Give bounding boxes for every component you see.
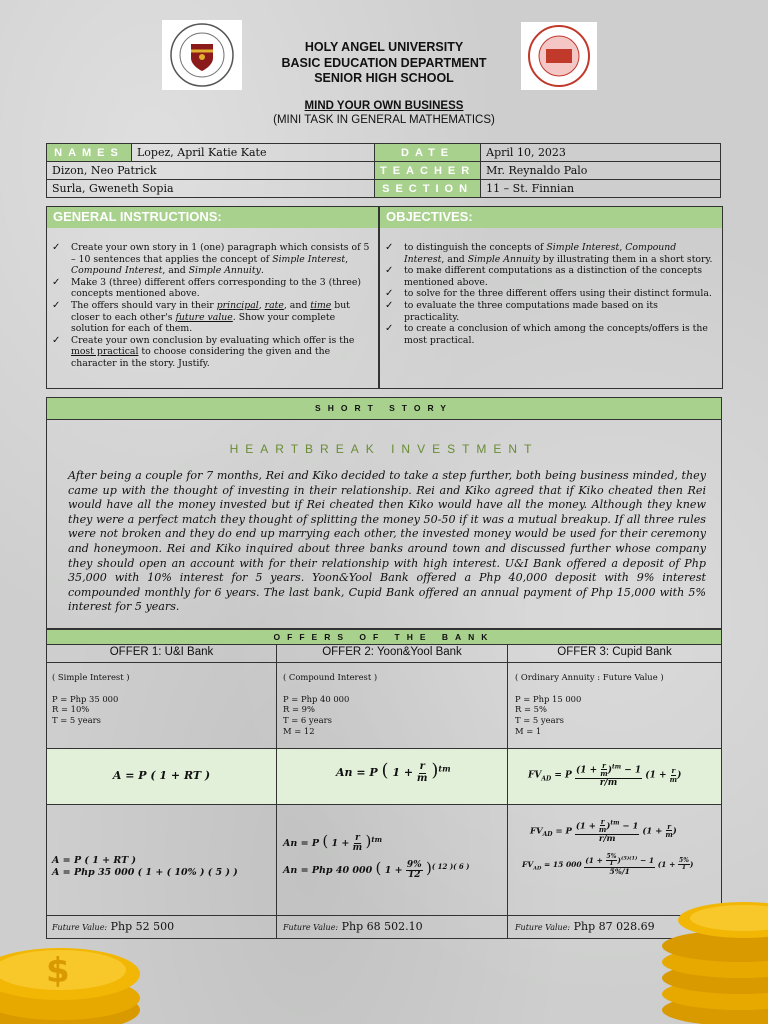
offer-1-type: ( Simple Interest ) — [52, 672, 130, 682]
offer-3-fv-value: Php 87 028.69 — [573, 920, 655, 933]
offer-2-given: M = 12 — [283, 725, 315, 736]
fv-label: Future Value: — [283, 923, 339, 932]
school-name: SENIOR HIGH SCHOOL — [314, 71, 454, 85]
coin-stack-right-icon — [660, 898, 768, 1024]
offer-1-given: R = 10% — [52, 704, 90, 715]
objectives-list — [380, 242, 722, 346]
offer-1-solution-line: A = P ( 1 + RT ) — [52, 855, 136, 866]
offer-3-title: OFFER 3: Cupid Bank — [557, 646, 672, 658]
student-info-table — [46, 143, 721, 198]
offer-2-solution-line: An = Php 40 000 — [283, 865, 373, 877]
objective-item: ✓ to distinguish the concepts of Simple Interest, Compound Interest, and Simple Annuity by illustrating them in a short story. — [380, 242, 714, 265]
coin-stack-left-icon — [0, 940, 150, 1024]
instructions-list — [47, 242, 378, 370]
offer-3-givens — [515, 672, 664, 737]
offer-1-given: P = Php 35 000 — [52, 693, 119, 704]
offers-bar: OFFERS OF THE BANK — [46, 629, 722, 645]
objective-item: ✓ to create a conclusion of which among the concepts/offers is the most practical. — [380, 323, 714, 346]
offer-2-formula: An = P ( 1 + $\frac{r}{m}$ )$^{tm}$ — [336, 760, 451, 784]
section-value: 11 – St. Finnian — [481, 180, 721, 198]
instructions-panel — [46, 206, 379, 389]
offer-2-given: P = Php 40 000 — [283, 693, 350, 704]
offer-1-solution-line: A = Php 35 000 ( 1 + ( 10% ) ( 5 ) ) — [52, 866, 238, 878]
offer-1-given: T = 5 years — [52, 715, 101, 726]
offer-2-fv-value: Php 68 502.10 — [341, 920, 423, 933]
offer-1-title: OFFER 1: U&I Bank — [109, 646, 214, 658]
offer-2-given: T = 6 years — [283, 715, 332, 726]
student-name-3: Surla, Gweneth Sopia — [47, 180, 375, 198]
objectives-panel — [379, 206, 723, 389]
story-body: After being a couple for 7 months, Rei and Kiko decided to take a step further, both being business minded, they came up with the thought of investing in their relationship. Rei and Kiko agreed that if Kiko cheated then Rei would have all the money invested but if Rei cheated then Kiko would have all the money. Although they knew they were a perfect match they thought of splitting the money 50-50 if it was a mutual breakup. If all three rules were not broken and they do end up marrying each other, the invested money would be used for their ceremony and honeymoon. Rei and Kiko inquired about three banks around town and discussed further whose company they should open an account with for their relationship with high interest. U&I Bank offered a deposit of Php 35,000 with 10% interest for 5 years. Yoon&Yool Bank offered a Php 40,000 deposit with 9% interest compounded monthly for 6 years. The last bank, Cupid Bank offered an annual payment of Php 15,000 with 5% interest for 5 years. — [68, 469, 706, 614]
teacher-label: TEACHER — [375, 162, 481, 180]
date-label: DATE — [375, 144, 481, 162]
offer-1-givens — [52, 672, 130, 726]
student-name-1: Lopez, April Katie Kate — [132, 144, 375, 162]
offer-3-formula-lhs: FV — [528, 770, 542, 781]
offer-2-given: R = 9% — [283, 704, 315, 715]
student-name-2: Dizon, Neo Patrick — [47, 162, 375, 180]
offer-3-type: ( Ordinary Annuity : Future Value ) — [515, 672, 664, 682]
objectives-heading: OBJECTIVES: — [380, 207, 722, 228]
objective-item: ✓ to solve for the three different offers using their distinct formula. — [380, 288, 714, 300]
instruction-item: ✓ Create your own conclusion by evaluating which offer is the most practical to choose considering the given and the character in the story. Justify. — [47, 335, 370, 370]
offer-2-future-value — [283, 920, 423, 933]
section-label: SECTION — [375, 180, 481, 198]
offer-1-formula: A = P ( 1 + RT ) — [112, 769, 211, 782]
names-label: NAMES — [47, 144, 132, 162]
offer-3-given: R = 5% — [515, 704, 547, 715]
instruction-item: ✓ Create your own story in 1 (one) paragraph which consists of 5 – 10 sentences that applies the concept of Simple Interest, Compound Interest, and Simple Annuity. — [47, 242, 370, 277]
task-title: MIND YOUR OWN BUSINESS — [304, 100, 464, 112]
offer-3-given: P = Php 15 000 — [515, 693, 582, 704]
objective-item: ✓ to make different computations as a distinction of the concepts mentioned above. — [380, 265, 714, 288]
instruction-item: ✓ Make 3 (three) different offers corresponding to the 3 (three) concepts mentioned above. — [47, 277, 370, 300]
offer-3-given: M = 1 — [515, 725, 542, 736]
department-name: BASIC EDUCATION DEPARTMENT — [281, 55, 487, 70]
offer-1-future-value — [52, 920, 174, 933]
offer-3-solution-lhs: FV — [530, 826, 543, 837]
offer-2-solution: An = P ( 1 + $\frac{r}{m}$ )$^{tm}$ An = Php 40 000 ( 1 + $\frac{9\%}{12}$ )$^{( 12 )( 6 )}$ — [283, 832, 470, 881]
fv-label: Future Value: — [52, 923, 108, 932]
short-story-bar: SHORT STORY — [46, 397, 722, 420]
offer-1-fv-value: Php 52 500 — [110, 920, 175, 933]
university-name: HOLY ANGEL UNIVERSITY — [304, 40, 464, 54]
offer-2-givens — [283, 672, 377, 737]
offer-3-solution: $FV_{AD} = P$ (1 + $\frac{r}{m}$ )$^{tm}$ − 1 r/m (1 + $\frac{r}{m}$ ) $FV_{AD} = 15$ 000 (1 + $\frac{5\%}{1}$ )$^{(5)(1)}$ − 1 5%/1 (1 + $\frac{5\%}{1}$ ) — [522, 817, 694, 877]
offer-3-solution-value: = 15 000 — [544, 859, 582, 869]
svg-text:$: $ — [46, 951, 70, 991]
offer-3-future-value — [515, 920, 655, 933]
offer-3-formula: $FV_{AD} = P$ (1 + $\frac{r}{m}$ )$^{tm}$ − 1 r/m (1 + $\frac{r}{m}$ ) — [528, 761, 682, 788]
offer-2-solution-line: An = P — [283, 838, 319, 849]
story-title: HEARTBREAK INVESTMENT — [229, 442, 539, 456]
offer-2-title: OFFER 2: Yoon&Yool Bank — [322, 646, 462, 658]
instruction-item: ✓ The offers should vary in their principal, rate, and time but closer to each other's future value. Show your complete solution for each of them. — [47, 300, 370, 335]
fv-label: Future Value: — [515, 923, 571, 932]
instructions-heading: GENERAL INSTRUCTIONS: — [47, 207, 378, 228]
offer-2-formula-lhs: An = P — [336, 766, 378, 779]
offer-3-given: T = 5 years — [515, 715, 564, 726]
task-subtitle: (MINI TASK IN GENERAL MATHEMATICS) — [273, 114, 495, 126]
objective-item: ✓ to evaluate the three computations made based on its practicality. — [380, 300, 714, 323]
offer-2-type: ( Compound Interest ) — [283, 672, 378, 682]
teacher-value: Mr. Reynaldo Palo — [481, 162, 721, 180]
offer-1-solution — [52, 855, 238, 878]
date-value: April 10, 2023 — [481, 144, 721, 162]
